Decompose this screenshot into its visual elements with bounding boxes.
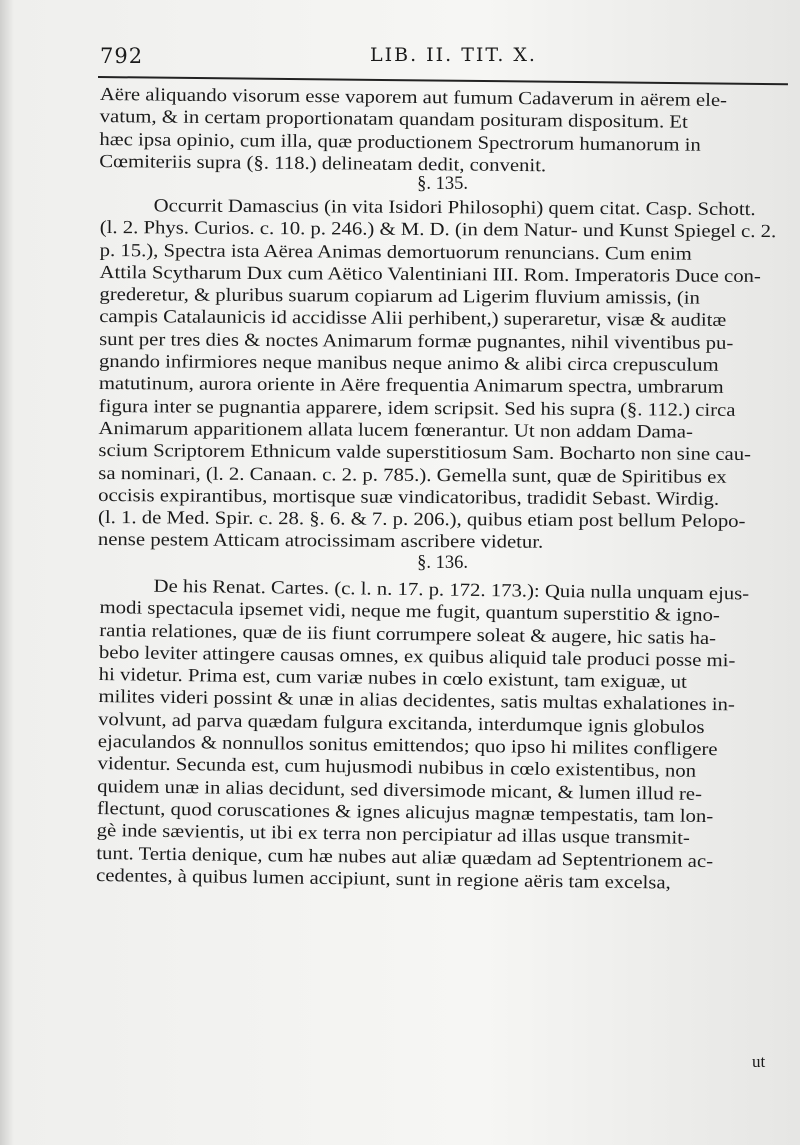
text-line: rantia relationes, quæ de iis fiunt corrumpere soleat & augere, hic satis ha-	[99, 620, 717, 649]
text-line: gè inde sævientis, ut ibi ex terra non percipiatur ad illas usque transmit-	[96, 820, 690, 849]
section-heading-136: §. 136.	[417, 553, 468, 574]
text-line: vatum, & in certam proportionatam quandam posituram dispositum. Et	[99, 107, 688, 133]
paragraph-2	[98, 195, 785, 556]
text-line: milites videri possint & unæ in alias decidentes, satis multas exhalationes in-	[98, 687, 735, 716]
text-line: Attila Scytharum Dux cum Aëtico Valentiniani III. Rom. Imperatoris Duce con-	[99, 263, 761, 288]
text-line: tunt. Tertia denique, cum hæ nubes aut aliæ quædam ad Septentrionem ac-	[96, 843, 714, 872]
text-line: Animarum apparitionem allata lucem fœnerantur. Ut non addam Dama-	[98, 419, 693, 444]
text-line: flectunt, quod coruscationes & ignes alicujus magnæ tempestatis, tam lon-	[96, 798, 714, 827]
text-line: videntur. Secunda est, cum hujusmodi nubibus in cœlo existentibus, non	[97, 753, 697, 782]
text-line: sunt per tres dies & noctes Animarum formæ pugnantes, nihil viventibus pu-	[99, 330, 734, 355]
text-line: figura inter se pugnantia apparere, idem scripsit. Sed his supra (§. 112.) circa	[98, 397, 736, 422]
text-line: ejaculandos & nonnullos sonitus emittendos; quo ipso hi milites confligere	[97, 731, 718, 760]
catchword: ut	[752, 1052, 766, 1071]
text-line: (l. 1. de Med. Spir. c. 28. §. 6. & 7. p. 206.), quibus etiam post bellum Pelopo-	[97, 508, 746, 533]
text-line: De his Renat. Cartes. (c. l. n. 17. p. 172. 173.): Quia nulla unquam ejus-	[153, 576, 750, 605]
text-line: gnando infirmiores neque manibus neque animo & alibi circa crepusculum	[98, 352, 719, 377]
page-header	[100, 44, 790, 74]
page-number: 792	[100, 44, 144, 68]
section-heading-135: §. 135.	[417, 174, 468, 195]
text-line: occisis expirantibus, mortisque suæ vindicatoribus, tradidit Sebast. Wirdig.	[98, 486, 720, 511]
text-line: nense pestem Atticam atrocissimam ascribere videtur.	[97, 530, 544, 554]
text-line: (l. 2. Phys. Curios. c. 10. p. 246.) & M. D. (in dem Natur- und Kunst Spiegel c. 2.	[99, 218, 777, 243]
running-head: LIB. II. TIT. X.	[370, 44, 537, 66]
text-line: Occurrit Damascius (in vita Isidori Philosophi) quem citat. Casp. Schott.	[153, 196, 756, 221]
text-line: matutinum, aurora oriente in Aëre frequentia Animarum spectra, umbrarum	[98, 374, 724, 399]
body-text	[95, 84, 785, 893]
paragraph-1	[99, 84, 785, 180]
text-line: hæc ipsa opinio, cum illa, quæ productionem Spectrorum humanorum in	[99, 129, 701, 156]
text-line: volvunt, ad parva quædam fulgura excitanda, interdumque ignis globulos	[97, 709, 705, 738]
text-line: campis Catalaunicis id accidisse Alii perhibent,) superaretur, visæ & auditæ	[99, 307, 727, 332]
text-line: p. 15.), Spectra ista Aërea Animas demortuorum renuncians. Cum enim	[99, 241, 692, 265]
text-line: hi videtur. Prima est, cum variæ nubes in cœlo existunt, tam exiguæ, ut	[98, 664, 687, 693]
text-line: grederetur, & pluribus suarum copiarum ad Ligerim fluvium amissis, (in	[99, 285, 700, 310]
text-line: scium Scriptorem Ethnicum valde superstitiosum Sam. Bocharto non sine cau-	[98, 441, 752, 466]
text-line: sa nominari, (l. 2. Canaan. c. 2. p. 785.). Gemella sunt, quæ de Spiritibus ex	[98, 464, 727, 488]
text-line: Cœmiteriis supra (§. 118.) delineatam dedit, convenit.	[99, 151, 547, 177]
text-line: bebo leviter attingere causas omnes, ex quibus aliquid tale produci posse mi-	[98, 642, 736, 671]
text-line: cedentes, à quibus lumen accipiunt, sunt in regione aëris tam excelsa,	[95, 865, 671, 893]
paragraph-3	[96, 575, 785, 896]
text-line: quidem unæ in alias decidunt, sed diversimode micant, & lumen illud re-	[97, 776, 703, 805]
text-line: modi spectacula ipsemet vidi, neque me fugit, quantum superstitio & igno-	[99, 597, 720, 626]
text-line: Aëre aliquando visorum esse vaporem aut fumum Cadaverum in aërem ele-	[99, 84, 728, 112]
